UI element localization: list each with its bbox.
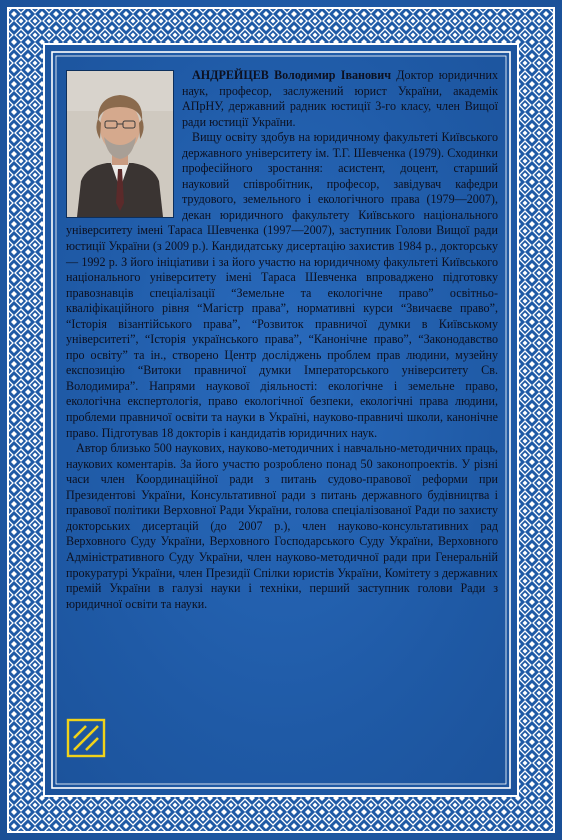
works-paragraph: Автор близько 500 наукових, науково-методичних і навчально-методичних праць, наукових коментарів. За його участю розроблено понад 50 законопроектів. У різні часи член Координаційної ради з питань судово-правової реформи при Президентові України, Консультативної ради з питань державного будівництва і правової політики Верховної Ради України, голова спеціалізованої Ради по захисту докторських дисертацій (до 2007 р.), член науково-консультативних рад Верховного Суду України, Верховного Господарського Суду України, Верховного Адміністративного Суду України, член науково-методичної ради при Генеральній прокуратурі України, член Президії Спілки юристів України, Комітету з державних премій України в галузі науки і техніки, перший заступник голови Ради з юридичної освіти та науки. [66, 441, 498, 611]
person-intro: Доктор юридичних наук, професор, заслужений юрист України, академік АПрНУ, державний радник юстиції 3-го класу, член Вищої ради юстиції України. [182, 68, 498, 129]
photo-spacer [66, 68, 182, 216]
publisher-logo-icon [66, 718, 106, 758]
person-name: АНДРЕЙЦЕВ Володимир Іванович [192, 68, 392, 82]
career-paragraph: Вищу освіту здобув на юридичному факультеті Київського державного університету ім. Т.Г. Шевченка (1979). Сходинки професійного зростання: асистент, доцент, старший науковий співробітник, професор, завідувач кафедри трудового, земельного і екологічного права (1979—2007), декан юридичного факультету Київського національного університету імені Тараса Шевченка (1997—2007), заступник Голови Вищої ради юстиції України (з 2009 р.). Кандидатську дисертацію захистив 1984 р., докторську — 1992 р. З його ініціативи і за його участю на юридичному факультеті Київського національного університету імені Тараса Шевченка впроваджено підготовку правознавців спеціалізації “Земельне та екологічне право” освітньо-кваліфікаційного рівня “Магістр права”, нормативні курси “Звичаєве право”, “Історія візантійського права”, “Розвиток правничої думки в Київському університеті”, “Історія українського права”, “Канонічне право”, “Законодавство про освіту” та ін., створено Центр досліджень проблем прав людини, музейну експозицію “Витоки правничої думки Імператорського університету Св. Володимира”. Напрями наукової діяльності: екологічне і земельне право, екологічна експертологія, право екологічної безпеки, екологічні права людини, проблеми правничої освіти та науки в Україні, науково-правничі школи, канонічне право. Підготував 18 докторів і кандидатів юридичних наук. [66, 130, 498, 440]
biography-text [66, 68, 498, 612]
